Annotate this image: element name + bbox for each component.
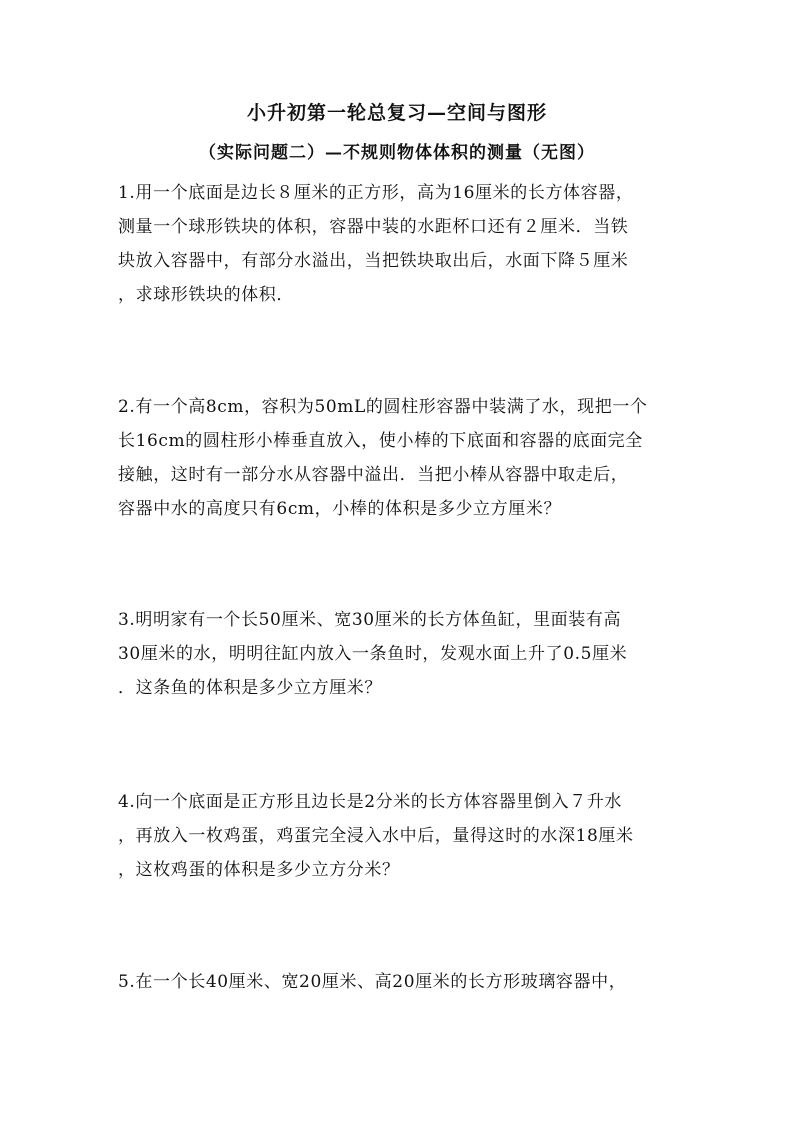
document-title: 小升初第一轮总复习—空间与图形 (246, 102, 547, 124)
problem-3-line-2: 30厘米的水，明明往缸内放入一条鱼时，发观水面上升了0.5厘米 (118, 644, 628, 664)
problem-2-line-4: 容器中水的高度只有6cm，小棒的体积是多少立方厘米？ (118, 499, 562, 519)
problem-1-line-4: ，求球形铁块的体积． (118, 285, 294, 305)
problem-1-line-2: 测量一个球形铁块的体积，容器中装的水距杯口还有２厘米．当铁 (118, 217, 629, 237)
problem-2-line-2: 长16cm的圆柱形小棒垂直放入，使小棒的下底面和容器的底面完全 (118, 431, 643, 451)
problem-1 (118, 176, 678, 312)
problem-4 (118, 785, 678, 887)
problem-2-line-3: 接触，这时有一部分水从容器中溢出．当把小棒从容器中取走后， (118, 465, 629, 485)
problem-5-line-1: 5.在一个长40厘米、宽20厘米、高20厘米的长方形玻璃容器中， (118, 972, 627, 992)
problem-1-line-1: 1.用一个底面是边长８厘米的正方形，高为16厘米的长方体容器， (118, 183, 634, 203)
problem-5 (118, 965, 678, 999)
problem-4-line-1: 4.向一个底面是正方形且边长是2分米的长方体容器里倒入７升水 (118, 792, 623, 812)
problem-3-line-3: ．这条鱼的体积是多少立方厘米？ (118, 678, 382, 698)
problem-1-line-3: 块放入容器中，有部分水溢出，当把铁块取出后，水面下降５厘米 (118, 251, 629, 271)
problem-3 (118, 603, 678, 705)
problem-4-line-2: ，再放入一枚鸡蛋，鸡蛋完全浸入水中后，量得这时的水深18厘米 (118, 826, 634, 846)
problem-2-line-1: 2.有一个高8cm，容积为50mL的圆柱形容器中装满了水，现把一个 (118, 397, 648, 417)
problem-3-line-1: 3.明明家有一个长50厘米、宽30厘米的长方体鱼缸，里面装有高 (118, 610, 622, 630)
problem-2 (118, 390, 678, 526)
document-subtitle: （实际问题二）—不规则物体体积的测量（无图） (199, 143, 595, 163)
problem-4-line-3: ，这枚鸡蛋的体积是多少立方分米？ (118, 860, 400, 880)
